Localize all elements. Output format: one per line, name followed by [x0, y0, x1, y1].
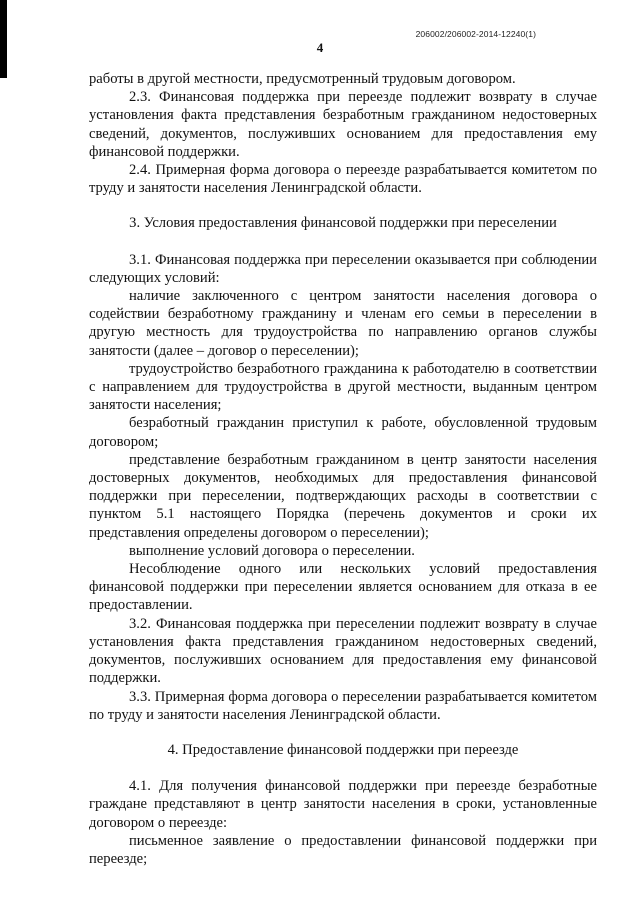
page-number: 4 [316, 40, 324, 55]
section-heading-4: 4. Предоставление финансовой поддержки при переезде [167, 741, 519, 758]
paragraph-3-1-condition-b: трудоустройство безработного гражданина к работодателю в соответствии с направлением для трудоустройства в другой местности, выданным центром занятости населения; [89, 360, 597, 414]
paragraph-3-1: 3.1. Финансовая поддержка при переселении оказывается при соблюдении следующих условий: [89, 251, 597, 286]
paragraph-3-1-condition-a: наличие заключенного с центром занятости населения договора о содействии безработному гражданину и членам его семьи в переселении в другую местность для трудоустройства по направлению органов службы занятости (далее – договор о переселении); [89, 288, 597, 359]
paragraph-4-1: 4.1. Для получения финансовой поддержки при переезде безработные граждане представляют в центр занятости населения в сроки, установленные договором о переезде: [89, 778, 597, 831]
paragraph-2-3: 2.3. Финансовая поддержка при переезде подлежит возврату в случае установления факта представления безработным гражданином недостоверных сведений, документов, послуживших основанием для предоставления ему финансовой поддержки. [89, 89, 597, 160]
paragraph-3-1-condition-e: выполнение условий договора о переселении. [129, 542, 415, 559]
document-body [89, 70, 597, 868]
paragraph-3-2: 3.2. Финансовая поддержка при переселении подлежит возврату в случае установления факта представления гражданином недостоверных сведений, документов, послуживших основанием для предоставления ему финансовой поддержки. [89, 615, 597, 687]
paragraph-2-4: 2.4. Примерная форма договора о переезде разрабатывается комитетом по труду и занятости населения Ленинградской области. [89, 162, 597, 197]
scan-edge-mark [0, 0, 7, 78]
paragraph-3-3: 3.3. Примерная форма договора о переселении разрабатывается комитетом по труду и занятости населения Ленинградской области. [89, 688, 597, 723]
paragraph-3-1-condition-d: представление безработным гражданином в центр занятости населения достоверных документов, необходимых для предоставления финансовой поддержки при переселении, подтверждающих расходы в соответствии с пунктом 5.1 настоящего Порядка (перечень документов и сроки их представления определены договором о переселении); [89, 451, 597, 541]
paragraph-3-1-refusal: Несоблюдение одного или нескольких условий предоставления финансовой поддержки при переселении является основанием для отказа в ее предоставлении. [89, 561, 597, 614]
section-heading-3: 3. Условия предоставления финансовой поддержки при переселении [129, 215, 557, 232]
document-code: 206002/206002-2014-12240(1) [415, 29, 536, 39]
paragraph-continued: работы в другой местности, предусмотренный трудовым договором. [89, 71, 516, 87]
paragraph-4-1-item-a: письменное заявление о предоставлении финансовой поддержки при переезде; [89, 832, 597, 867]
paragraph-3-1-condition-c: безработный гражданин приступил к работе, обусловленной трудовым договором; [89, 415, 597, 450]
